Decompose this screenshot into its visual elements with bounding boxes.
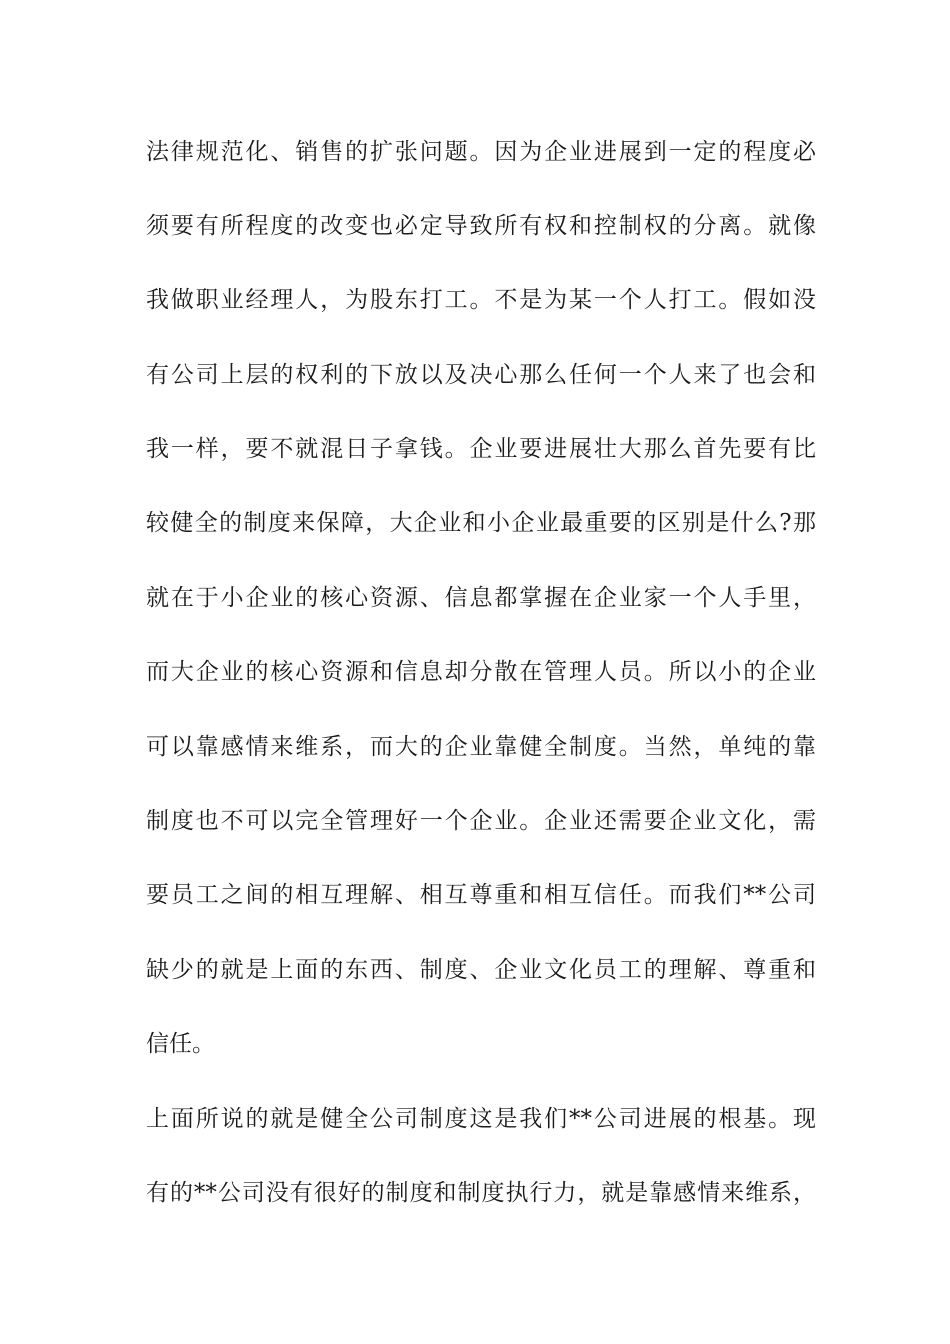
text-line: 我做职业经理人，为股东打工。不是为某一个人打工。假如没 <box>146 287 816 313</box>
text-line: 较健全的制度来保障，大企业和小企业最重要的区别是什么?那 <box>146 510 816 536</box>
text-line: 法律规范化、销售的扩张问题。因为企业进展到一定的程度必 <box>146 139 816 165</box>
text-line: 而大企业的核心资源和信息却分散在管理人员。所以小的企业 <box>146 659 816 685</box>
text-line: 制度也不可以完全管理好一个企业。企业还需要企业文化，需 <box>146 808 816 834</box>
text-line: 我一样，要不就混日子拿钱。企业要进展壮大那么首先要有比 <box>146 436 816 462</box>
text-line: 要员工之间的相互理解、相互尊重和相互信任。而我们**公司 <box>146 882 816 908</box>
text-line: 有的**公司没有很好的制度和制度执行力，就是靠感情来维系， <box>146 1180 816 1206</box>
text-line: 信任。 <box>146 1031 215 1057</box>
text-line: 就在于小企业的核心资源、信息都掌握在企业家一个人手里， <box>146 585 816 611</box>
text-line: 有公司上层的权利的下放以及决心那么任何一个人来了也会和 <box>146 362 816 388</box>
text-line: 上面所说的就是健全公司制度这是我们**公司进展的根基。现 <box>146 1106 816 1132</box>
text-line: 可以靠感情来维系，而大的企业靠健全制度。当然，单纯的靠 <box>146 734 816 760</box>
text-line: 缺少的就是上面的东西、制度、企业文化员工的理解、尊重和 <box>146 957 816 983</box>
text-line: 须要有所程度的改变也必定导致所有权和控制权的分离。就像 <box>146 213 816 239</box>
